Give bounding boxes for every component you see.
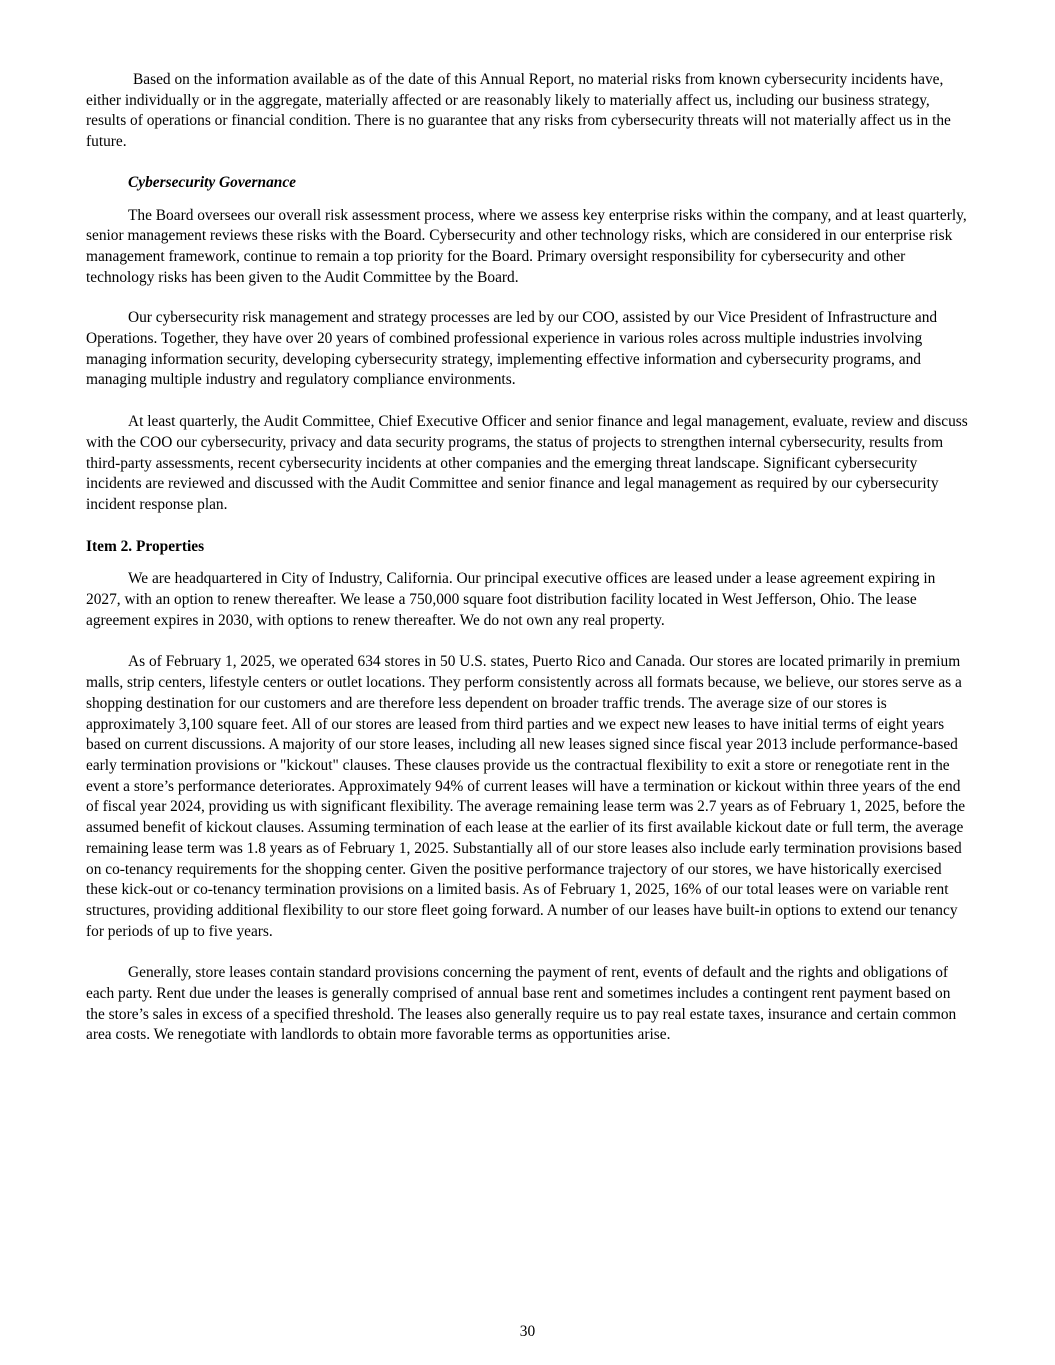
paragraph-lease-provisions: Generally, store leases contain standard provisions concerning the payment of rent, events of default and the rights and obligations of each party. Rent due under the leases is generally comprised of annual base rent and sometimes includes a contingent rent payment based on the store’s sales in excess of a specified threshold. The leases also generally require us to pay real estate taxes, insurance and certain common area costs. We renegotiate with landlords to obtain more favorable terms as opportunities arise. xyxy=(86,964,957,1044)
section-heading-cybersecurity-governance: Cybersecurity Governance xyxy=(128,173,296,191)
paragraph-board-oversight: The Board oversees our overall risk assessment process, where we assess key enterprise risks within the company, and at least quarterly, senior management reviews these risks with the Board. Cybersecurity and other technology risks, which are considered in our enterprise risk management framework, continue to remain a top priority for the Board. Primary oversight responsibility for cybersecurity and other technology risks has been given to the Audit Committee by the Board. xyxy=(86,206,967,286)
paragraph-cyber-incidents: Based on the information available as of the date of this Annual Report, no material risks from known cybersecurity incidents have, either individually or in the aggregate, materially affected or are reasonably likely to materially affect us, including our business strategy, results of operations or financial condition. There is no guarantee that any risks from cybersecurity threats will not materially affect us in the future. xyxy=(86,71,951,151)
paragraph-risk-management-leadership: Our cybersecurity risk management and strategy processes are led by our COO, assisted by our Vice President of Infrastructure and Operations. Together, they have over 20 years of combined professional experience in various roles across multiple industries involving managing information security, developing cybersecurity strategy, implementing effective information and cybersecurity programs, and managing multiple industry and regulatory compliance environments. xyxy=(86,309,938,389)
section-heading-item-2-properties: Item 2. Properties xyxy=(86,537,205,555)
paragraph-headquarters: We are headquartered in City of Industry, California. Our principal executive offices are leased under a lease agreement expiring in 2027, with an option to renew thereafter. We lease a 750,000 square foot distribution facility located in West Jefferson, Ohio. The lease agreement expires in 2030, with options to renew thereafter. We do not own any real property. xyxy=(86,570,936,629)
document-body xyxy=(86,70,968,1046)
paragraph-quarterly-review: At least quarterly, the Audit Committee, Chief Executive Officer and senior finance and legal management, evaluate, review and discuss with the COO our cybersecurity, privacy and data security programs, the status of projects to strengthen internal cybersecurity, results from third-party assessments, recent cybersecurity incidents at other companies and the emerging threat landscape. Significant cybersecurity incidents are reviewed and discussed with the Audit Committee and senior finance and legal management as required by our cybersecurity incident response plan. xyxy=(86,413,968,513)
paragraph-store-locations: As of February 1, 2025, we operated 634 stores in 50 U.S. states, Puerto Rico and Canada. Our stores are located primarily in premium malls, strip centers, lifestyle centers or outlet locations. They perform consistently across all formats because, we believe, our stores serve as a shopping destination for our customers and are therefore less dependent on broader traffic trends. The average size of our stores is approximately 3,100 square feet. All of our stores are leased from third parties and we expect new leases to have initial terms of eight years based on current discussions. A majority of our store leases, including all new leases signed since fiscal year 2013 include performance-based early termination provisions or "kickout" clauses. These clauses provide us the contractual flexibility to exit a store or renegotiate rent in the event a store’s performance deteriorates. Approximately 94% of current leases will have a termination or kickout within three years of the end of fiscal year 2024, providing us with significant flexibility. The average remaining lease term was 2.7 years as of February 1, 2025, before the assumed benefit of kickout clauses. Assuming termination of each lease at the earlier of its first available kickout date or full term, the average remaining lease term was 1.8 years as of February 1, 2025. Substantially all of our store leases also include early termination provisions based on co-tenancy requirements for the shopping center. Given the positive performance trajectory of our stores, we have historically exercised these kick-out or co-tenancy termination provisions on a limited basis. As of February 1, 2025, 16% of our total leases were on variable rent structures, providing additional flexibility to our store fleet going forward. A number of our leases have built-in options to extend our tenancy for periods of up to five years. xyxy=(86,653,966,940)
page-number: 30 xyxy=(519,1323,536,1340)
